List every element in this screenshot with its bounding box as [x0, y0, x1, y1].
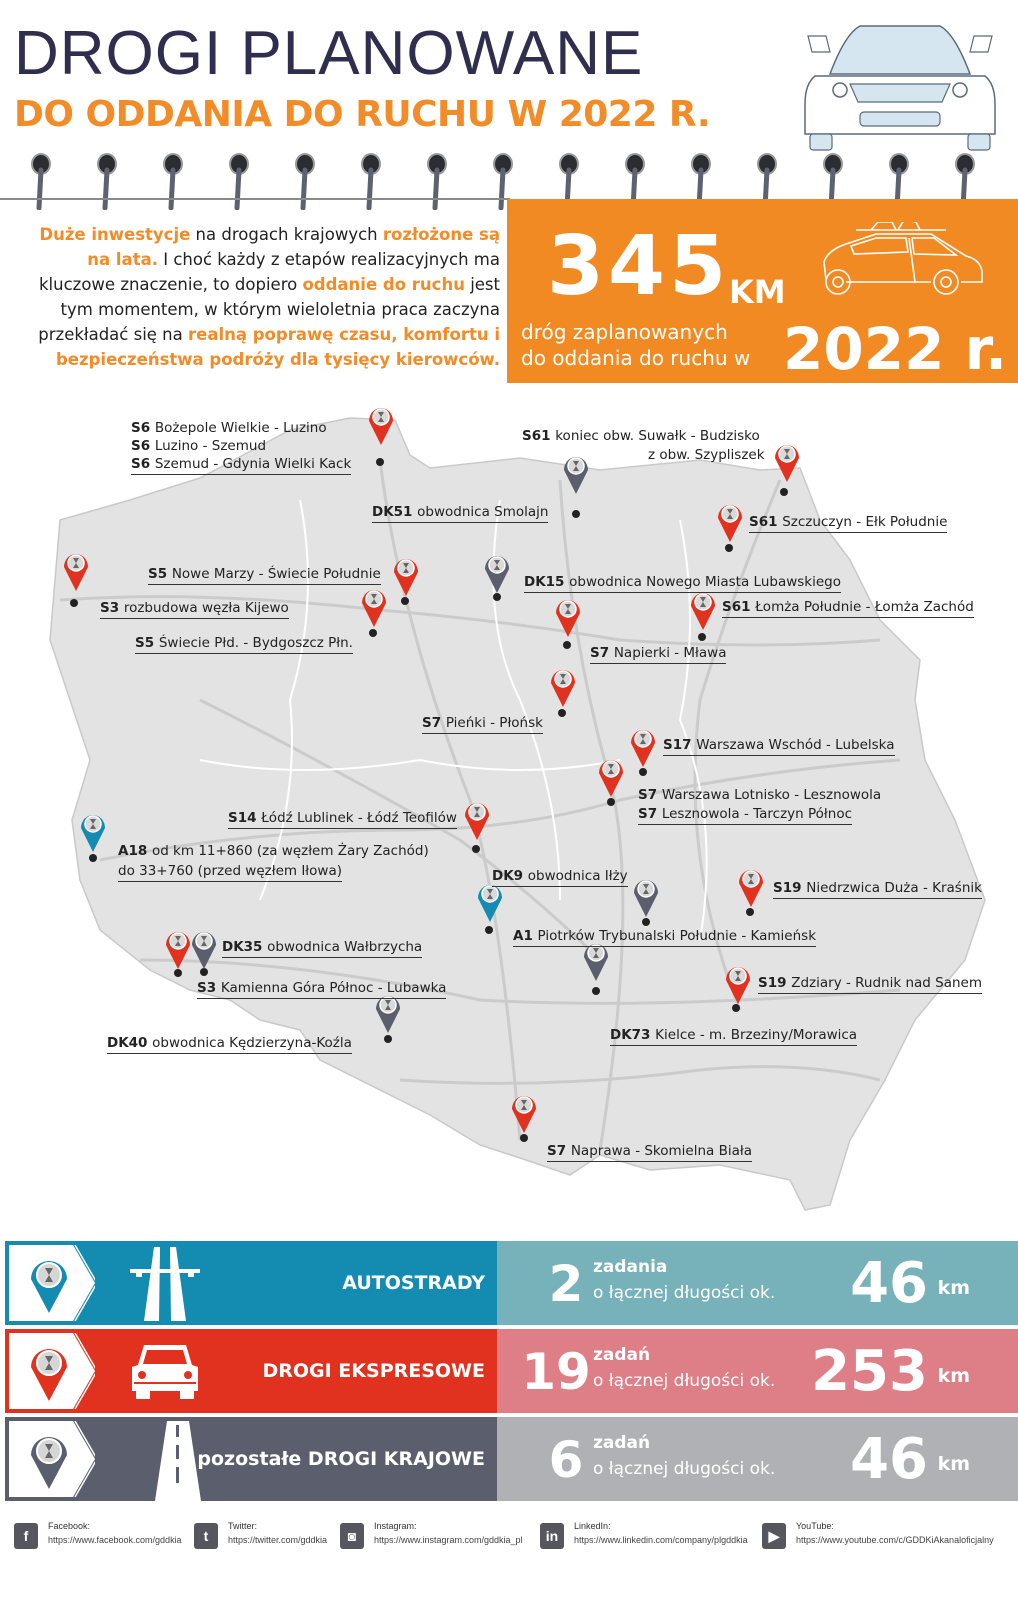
car-icon: [130, 1341, 200, 1405]
social-name: Facebook:: [48, 1521, 91, 1531]
legend-stats-band: [497, 1241, 1018, 1325]
road-section: Luzino - Szemud: [154, 438, 267, 454]
road-section: Kamienna Góra Północ - Lubawka: [220, 980, 447, 996]
road-code: S6: [131, 420, 155, 436]
legend-row-autostrady: [5, 1241, 1018, 1325]
map-label: [118, 842, 429, 860]
length-km-unit: km: [937, 1365, 970, 1387]
road-section: Łódź Lublinek - Łódź Teofilów: [261, 810, 457, 826]
road-section: Pieńki - Płońsk: [445, 715, 543, 731]
road-code: S61: [522, 428, 556, 444]
intro-text: I choć każdy z etapów realizacyjnych ma kluczowe znaczenie, to dopiero: [39, 250, 500, 294]
map-label: [135, 634, 353, 654]
legend-pin-tag: [9, 1245, 95, 1321]
road-section: Piotrków Trybunalski Południe - Kamieńsk: [537, 928, 817, 944]
social-name: Instagram:: [374, 1521, 417, 1531]
twitter-icon[interactable]: t: [194, 1523, 218, 1549]
road-icon: [153, 1421, 203, 1505]
caption-line-2: do oddania do ruchu w: [521, 346, 751, 370]
road-section: Łomża Południe - Łomża Zachód: [755, 599, 974, 615]
social-url[interactable]: https://www.linkedin.com/company/plgddkia: [574, 1535, 748, 1545]
map-label: [222, 938, 422, 958]
social-url[interactable]: https://twitter.com/gddkia: [228, 1535, 328, 1545]
intro-highlight: Duże inwestycje: [39, 225, 191, 244]
footer-social-links: [0, 1515, 1018, 1565]
road-code: A18: [118, 843, 152, 859]
social-url[interactable]: https://www.youtube.com/c/GDDKiAkanaloficjalny: [796, 1535, 994, 1545]
road-code: S6: [131, 456, 155, 472]
intro-paragraph: [14, 222, 500, 372]
road-code: S61: [749, 514, 783, 530]
length-km-value: 46: [850, 1251, 928, 1316]
map-label: [131, 455, 351, 475]
road-section: Napierki - Mława: [613, 645, 727, 661]
map-label: [131, 437, 266, 455]
social-name: YouTube:: [796, 1521, 834, 1531]
legend-category-name: AUTOSTRADY: [342, 1272, 485, 1294]
map-label: [107, 1034, 352, 1054]
length-km-unit: km: [937, 1277, 970, 1299]
social-url[interactable]: https://www.instagram.com/gddkia_pl: [374, 1535, 523, 1545]
legend-category-name: pozostałe DROGI KRAJOWE: [197, 1448, 485, 1470]
road-code: S7: [547, 1143, 571, 1159]
legend-row-krajowe: [5, 1417, 1018, 1501]
road-section: obwodnica Kędzierzyna-Koźla: [152, 1035, 352, 1051]
road-code: DK51: [372, 504, 418, 520]
target-year: 2022 r.: [783, 315, 1007, 383]
intro-text: na drogach krajowych: [190, 225, 383, 244]
road-section: obwodnica Iłży: [527, 868, 628, 884]
road-code: S7: [590, 645, 614, 661]
task-unit: zadań: [593, 1345, 651, 1365]
task-count: 19: [521, 1343, 591, 1401]
road-section: Bożepole Wielkie - Luzino: [154, 420, 327, 436]
task-count: 6: [548, 1431, 584, 1489]
map-label: [228, 809, 457, 829]
road-section: z obw. Szypliszek: [648, 447, 765, 463]
map-label: [118, 862, 342, 882]
length-km-unit: km: [937, 1453, 970, 1475]
map-label: [372, 503, 548, 523]
road-section: Szemud - Gdynia Wielki Kack: [154, 456, 352, 472]
car-front-illustration-icon: [790, 14, 1010, 154]
youtube-icon[interactable]: ▶: [762, 1523, 786, 1549]
map-label: [663, 736, 895, 756]
road-code: S17: [663, 737, 697, 753]
map-label: [638, 786, 881, 804]
road-code: S7: [422, 715, 446, 731]
road-section: Nowe Marzy - Świecie Południe: [171, 566, 381, 582]
road-code: A1: [513, 928, 538, 944]
map-label: [722, 598, 974, 618]
task-unit: zadania: [593, 1257, 668, 1277]
social-name: LinkedIn:: [574, 1521, 611, 1531]
social-name: Twitter:: [228, 1521, 258, 1531]
road-section: Warszawa Wschód - Lubelska: [696, 737, 895, 753]
map-label: [610, 1026, 857, 1046]
road-section: Kielce - m. Brzeziny/Morawica: [655, 1027, 858, 1043]
map-label: [547, 1142, 752, 1162]
road-section: Zdziary - Rudnik nad Sanem: [791, 975, 982, 991]
length-km-value: 46: [850, 1427, 928, 1492]
divider-line: [0, 198, 510, 200]
map-label: [148, 565, 381, 585]
instagram-icon[interactable]: ◙: [340, 1523, 364, 1549]
road-code: DK15: [524, 574, 570, 590]
map-label: [197, 979, 446, 999]
legend-row-ekspresowe: [5, 1329, 1018, 1413]
road-section: od km 11+860 (za węzłem Żary Zachód): [151, 843, 429, 859]
facebook-icon[interactable]: f: [14, 1523, 38, 1549]
length-description: o łącznej długości ok.: [593, 1459, 776, 1479]
legend-pin-tag: [9, 1333, 95, 1409]
map-label: [131, 419, 327, 437]
page-title: DROGI PLANOWANE: [14, 19, 644, 88]
task-count: 2: [548, 1255, 584, 1313]
map-label: [773, 879, 982, 899]
task-unit: zadań: [593, 1433, 651, 1453]
map-label: [492, 867, 628, 887]
map-label: [758, 974, 982, 994]
road-section: Niedrzwica Duża - Kraśnik: [806, 880, 982, 896]
length-km-value: 253: [811, 1339, 928, 1404]
road-code: S14: [228, 810, 262, 826]
total-km-unit: KM: [729, 273, 786, 311]
road-code: S5: [148, 566, 172, 582]
road-section: obwodnica Nowego Miasta Lubawskiego: [569, 574, 841, 590]
road-section: Lesznowola - Tarczyn Północ: [661, 806, 853, 822]
map-label: [422, 714, 543, 734]
road-code: S7: [638, 806, 662, 822]
legend-category-band: [5, 1417, 497, 1501]
road-code: DK73: [610, 1027, 656, 1043]
road-section: obwodnica Smolajn: [417, 504, 549, 520]
road-section: Szczuczyn - Ełk Południe: [782, 514, 948, 530]
intro-highlight: realną poprawę czasu, komfortu i bezpieczeństwa podróży dla tysięcy kierowców.: [56, 325, 500, 369]
social-link-linkedin[interactable]: [540, 1515, 780, 1551]
legend-stats-band: [497, 1417, 1018, 1501]
map-label: [749, 513, 947, 533]
map-label: [513, 927, 816, 947]
social-url[interactable]: https://www.facebook.com/gddkia: [48, 1535, 182, 1545]
road-code: DK35: [222, 939, 268, 955]
legend-stats-band: [497, 1329, 1018, 1413]
legend-category-band: [5, 1329, 497, 1413]
total-km-caption: [521, 319, 750, 371]
intro-highlight: rozłożone są na lata.: [87, 225, 500, 269]
legend-pin-tag: [9, 1421, 95, 1497]
road-section: Warszawa Lotnisko - Lesznowola: [661, 787, 882, 803]
road-section: Świecie Płd. - Bydgoszcz Płn.: [158, 635, 353, 651]
road-code: S5: [135, 635, 159, 651]
intro-text: jest tym momentem, w którym wieloletnia praca zaczyna przekładać się na: [38, 275, 500, 344]
map-label: [648, 446, 765, 464]
map-label: [100, 599, 289, 619]
car-with-luggage-icon: [816, 222, 986, 302]
road-section: Naprawa - Skomielna Biała: [570, 1143, 752, 1159]
social-link-youtube[interactable]: [762, 1515, 1002, 1551]
road-code: S6: [131, 438, 155, 454]
legend-category-band: [5, 1241, 497, 1325]
page-subtitle: DO ODDANIA DO RUCHU W 2022 R.: [14, 94, 710, 135]
map-label: [522, 427, 760, 445]
length-description: o łącznej długości ok.: [593, 1283, 776, 1303]
legend-category-name: DROGI EKSPRESOWE: [262, 1360, 485, 1382]
length-description: o łącznej długości ok.: [593, 1371, 776, 1391]
motorway-icon: [130, 1245, 200, 1325]
road-code: S3: [197, 980, 221, 996]
map-label: [638, 805, 852, 825]
map-label: [524, 573, 841, 593]
map-label: [590, 644, 726, 664]
road-section: obwodnica Wałbrzycha: [267, 939, 423, 955]
road-section: koniec obw. Suwałk - Budzisko: [555, 428, 760, 444]
total-km-value: 345: [547, 219, 731, 314]
road-code: S61: [722, 599, 756, 615]
road-code: DK9: [492, 868, 528, 884]
road-code: DK40: [107, 1035, 153, 1051]
road-code: S19: [773, 880, 807, 896]
road-code: S7: [638, 787, 662, 803]
intro-highlight: oddanie do ruchu: [302, 275, 465, 294]
caption-line-1: dróg zaplanowanych: [521, 320, 728, 344]
linkedin-icon[interactable]: in: [540, 1523, 564, 1549]
road-code: S19: [758, 975, 792, 991]
road-code: S3: [100, 600, 124, 616]
road-section: rozbudowa węzła Kijewo: [123, 600, 289, 616]
road-section: do 33+760 (przed węzłem Iłowa): [118, 863, 342, 879]
